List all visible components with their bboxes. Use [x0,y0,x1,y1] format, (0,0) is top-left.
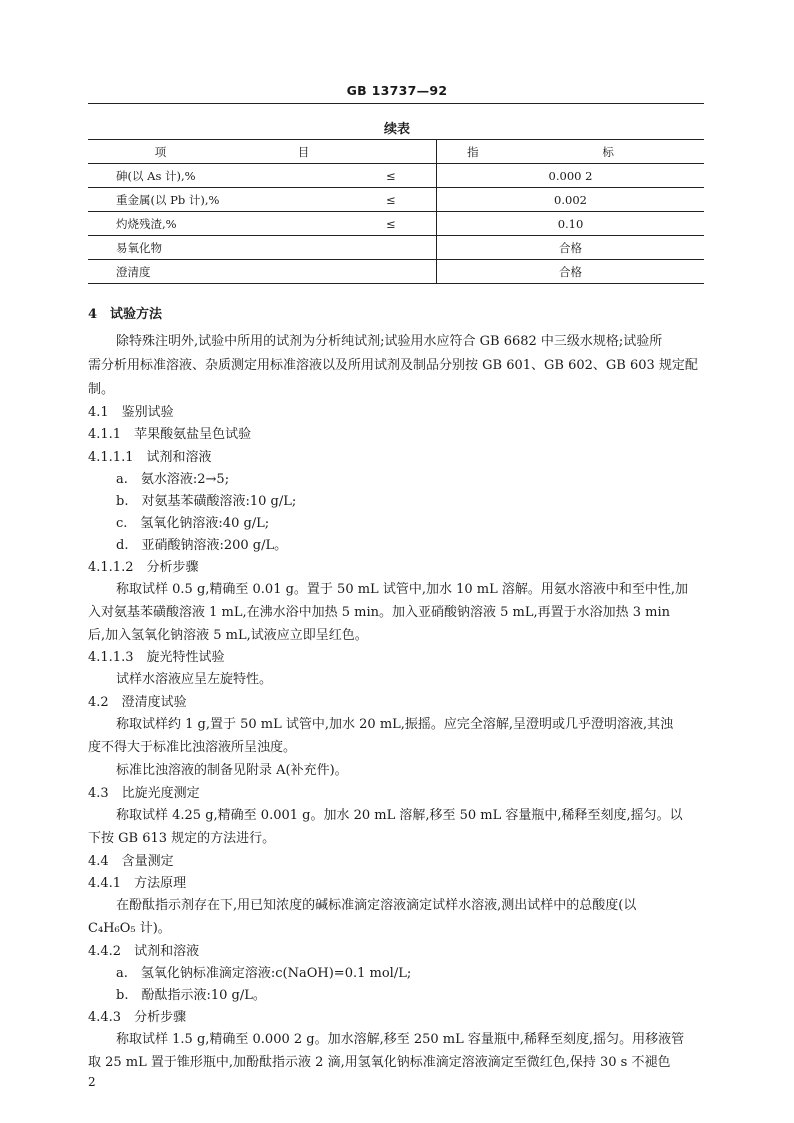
paragraph-line: 制。 [88,382,115,397]
list-item: a. 氢氧化钠标准滴定溶液:c(NaOH)=0.1 mol/L; [116,966,412,981]
row-le [386,236,436,260]
page-number: 2 [88,1075,96,1089]
standard-header: GB 13737—92 [346,83,448,98]
row-le: ≤ [386,188,436,212]
table-caption: 续表 [383,122,410,137]
header-rule [88,103,704,104]
paragraph-line: 称取试样 0.5 g,精确至 0.01 g。置于 50 mL 试管中,加水 10 mL 溶解。用氨水溶液中和至中性,加 [116,582,688,597]
table-row [88,188,704,212]
paragraph-line: 需分析用标准溶液、杂质测定用标准溶液以及所用试剂及制品分别按 GB 601、GB 602、GB 603 规定配 [88,358,698,373]
section-4-title: 4 试验方法 [88,307,163,322]
row-item: 澄清度 [88,260,386,284]
paragraph-line: 试样水溶液应呈左旋特性。 [116,672,273,687]
header-value: 指 标 [437,140,705,164]
section-4-4-1: 4.4.1 方法原理 [88,876,187,891]
row-item: 砷(以 As 计),% [88,164,386,188]
paragraph-line: 称取试样 4.25 g,精确至 0.001 g。加水 20 mL 溶解,移至 50 mL 容量瓶中,稀释至刻度,摇匀。以 [116,808,683,823]
row-le: ≤ [386,212,436,236]
list-item: b. 酚酞指示液:10 g/L。 [116,988,266,1003]
row-item: 易氧化物 [88,236,386,260]
section-4-4-2: 4.4.2 试剂和溶液 [88,944,200,959]
section-4-4-3: 4.4.3 分析步骤 [88,1010,187,1025]
list-item: b. 对氨基苯磺酸溶液:10 g/L; [116,494,297,509]
row-le [386,260,436,284]
paragraph-line: 称取试样约 1 g,置于 50 mL 试管中,加水 20 mL,振摇。应完全溶解,呈澄明或几乎澄明溶液,其浊 [116,717,674,732]
section-4-1-1-1: 4.1.1.1 试剂和溶液 [88,450,212,465]
row-value: 0.10 [437,212,705,236]
paragraph-line: 取 25 mL 置于锥形瓶中,加酚酞指示液 2 滴,用氢氧化钠标准滴定溶液滴定至微红色,保持 30 s 不褪色 [88,1055,671,1070]
section-4-4: 4.4 含量测定 [88,854,174,869]
row-value: 0.000 2 [437,164,705,188]
table-row [88,260,704,284]
paragraph-line: C₄H₆O₅ 计)。 [88,921,171,936]
paragraph-line: 除特殊注明外,试验中所用的试剂为分析纯试剂;试验用水应符合 GB 6682 中三级水规格;试验所 [116,334,663,349]
list-item: c. 氢氧化钠溶液:40 g/L; [116,516,270,531]
paragraph-line: 在酚酞指示剂存在下,用已知浓度的碱标准滴定溶液滴定试样水溶液,测出试样中的总酸度(以 [116,898,637,913]
list-item: d. 亚硝酸钠溶液:200 g/L。 [116,538,288,553]
paragraph-line: 下按 GB 613 规定的方法进行。 [88,831,276,846]
paragraph-line: 度不得大于标准比浊溶液所呈浊度。 [88,740,297,755]
table-header-row [88,140,704,164]
paragraph-line: 称取试样 1.5 g,精确至 0.000 2 g。加水溶解,移至 250 mL 容量瓶中,稀释至刻度,摇匀。用移液管 [116,1032,685,1047]
table-row [88,236,704,260]
table-row [88,212,704,236]
row-value: 合格 [437,260,705,284]
row-value: 合格 [437,236,705,260]
section-4-2: 4.2 澄清度试验 [88,695,187,710]
list-item: a. 氨水溶液:2→5; [116,472,230,487]
section-4-3: 4.3 比旋光度测定 [88,786,200,801]
section-4-1-1-2: 4.1.1.2 分析步骤 [88,560,199,575]
row-value: 0.002 [437,188,705,212]
section-4-1: 4.1 鉴别试验 [88,405,174,420]
row-item: 重金属(以 Pb 计),% [88,188,386,212]
section-4-1-1-3: 4.1.1.3 旋光特性试验 [88,650,225,665]
row-le: ≤ [386,164,436,188]
table-row [88,164,704,188]
row-item: 灼烧残渣,% [88,212,386,236]
header-item: 项 目 [88,140,436,164]
paragraph-line: 标准比浊溶液的制备见附录 A(补充件)。 [116,763,348,778]
paragraph-line: 入对氨基苯磺酸溶液 1 mL,在沸水浴中加热 5 min。加入亚硝酸钠溶液 5 mL,再置于水浴加热 3 min [88,605,671,620]
section-4-1-1: 4.1.1 苹果酸氨盐呈色试验 [88,427,252,442]
paragraph-line: 后,加入氢氧化钠溶液 5 mL,试液应立即呈红色。 [88,628,368,643]
spec-table [88,139,704,284]
